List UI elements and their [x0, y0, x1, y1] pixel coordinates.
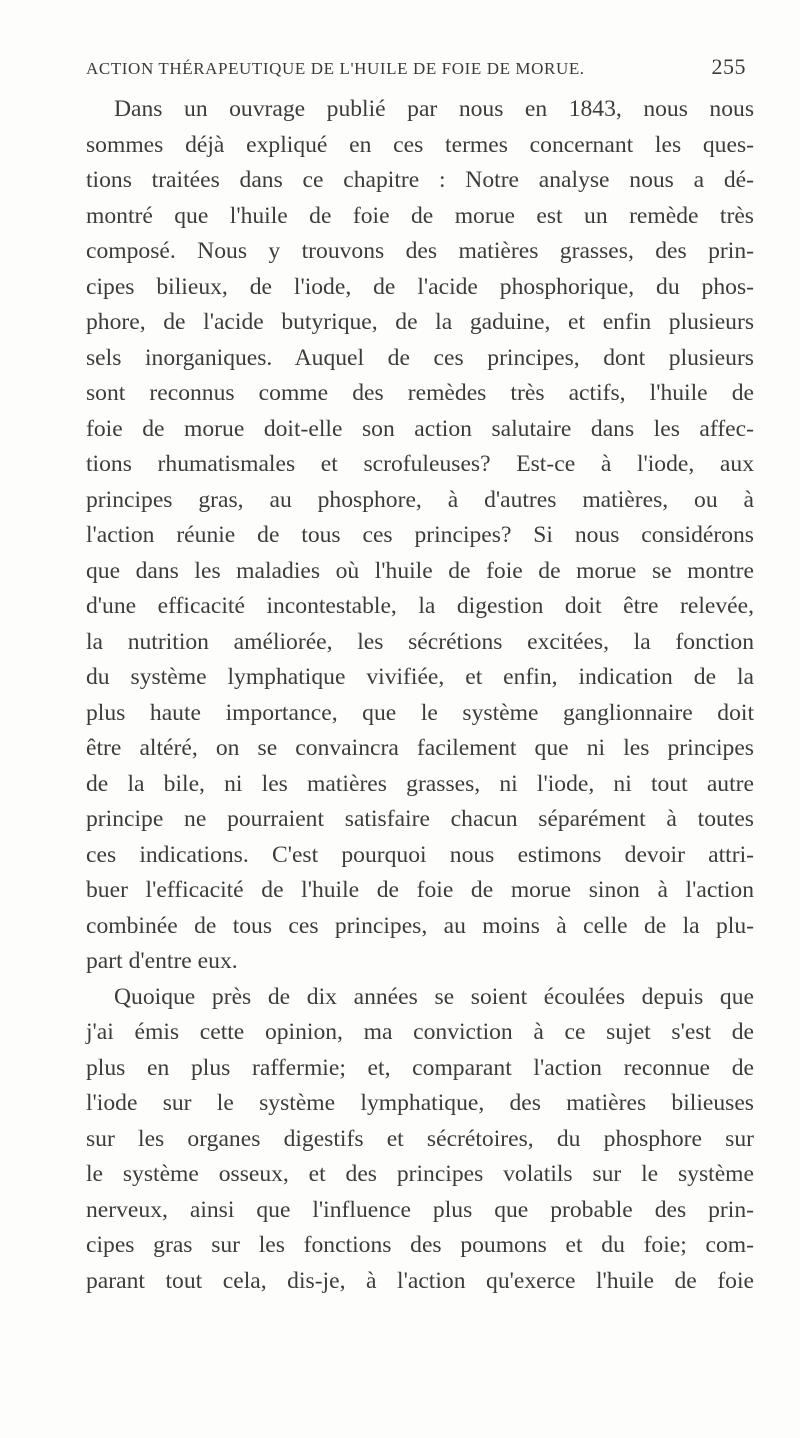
page-number: 255 [711, 54, 746, 79]
text-line: part d'entre eux. [86, 948, 238, 974]
text-line: tions rhumatismales et scrofuleuses? Est-ce à l'iode, aux [86, 451, 754, 477]
text-line: principes gras, au phosphore, à d'autres matières, ou à [86, 486, 754, 513]
text-line: Dans un ouvrage publié par nous en 1843, nous nous [114, 96, 754, 122]
paragraph-1 [86, 92, 754, 980]
text-line: du système lymphatique vivifiée, et enfin, indication de la [86, 664, 754, 690]
text-line: Quoique près de dix années se soient écoulées depuis que [114, 983, 754, 1010]
running-title: ACTION THÉRAPEUTIQUE DE L'HUILE DE FOIE DE MORUE. [86, 59, 585, 78]
text-line: cipes bilieux, de l'iode, de l'acide phosphorique, du phos- [86, 273, 754, 300]
text-line: j'ai émis cette opinion, ma conviction à ce sujet s'est de [86, 1019, 754, 1045]
text-line: la nutrition améliorée, les sécrétions excitées, la fonction [86, 628, 754, 655]
text-line: de la bile, ni les matières grasses, ni l'iode, ni tout autre [86, 770, 754, 797]
text-line: l'action réunie de tous ces principes? Si nous considérons [86, 522, 754, 548]
text-line: d'une efficacité incontestable, la digestion doit être relevée, [86, 593, 754, 619]
text-line: cipes gras sur les fonctions des poumons et du foie; com- [86, 1232, 754, 1258]
text-line: composé. Nous y trouvons des matières grasses, des prin- [86, 238, 754, 264]
text-line: le système osseux, et des principes volatils sur le système [86, 1161, 754, 1187]
text-body [86, 92, 754, 1299]
text-line: être altéré, on se convaincra facilement que ni les principes [86, 735, 754, 761]
text-line: buer l'efficacité de l'huile de foie de morue sinon à l'action [86, 877, 754, 903]
text-line: principe ne pourraient satisfaire chacun séparément à toutes [86, 806, 754, 832]
text-line: que dans les maladies où l'huile de foie de morue se montre [86, 557, 754, 584]
text-line: foie de morue doit-elle son action salutaire dans les affec- [86, 415, 754, 442]
text-line: combinée de tous ces principes, au moins à celle de la plu- [86, 912, 754, 939]
text-line: sur les organes digestifs et sécrétoires, du phosphore sur [86, 1125, 754, 1152]
text-line: sels inorganiques. Auquel de ces principes, dont plusieurs [86, 344, 754, 371]
text-line: ces indications. C'est pourquoi nous estimons devoir attri- [86, 841, 754, 868]
text-line: parant tout cela, dis-je, à l'action qu'exerce l'huile de foie [86, 1267, 754, 1294]
paragraph-2 [86, 980, 754, 1300]
text-line: nerveux, ainsi que l'influence plus que probable des prin- [86, 1196, 754, 1223]
text-line: plus haute importance, que le système ganglionnaire doit [86, 699, 754, 726]
text-line: tions traitées dans ce chapitre : Notre analyse nous a dé- [86, 167, 754, 193]
text-line: phore, de l'acide butyrique, de la gaduine, et enfin plusieurs [86, 309, 754, 335]
text-line: sont reconnus comme des remèdes très actifs, l'huile de [86, 380, 754, 406]
text-line: plus en plus raffermie; et, comparant l'action reconnue de [86, 1054, 754, 1081]
running-head [86, 54, 746, 86]
text-line: montré que l'huile de foie de morue est un remède très [86, 202, 754, 229]
text-line: sommes déjà expliqué en ces termes concernant les ques- [86, 131, 754, 158]
text-line: l'iode sur le système lymphatique, des matières bilieuses [86, 1090, 754, 1116]
